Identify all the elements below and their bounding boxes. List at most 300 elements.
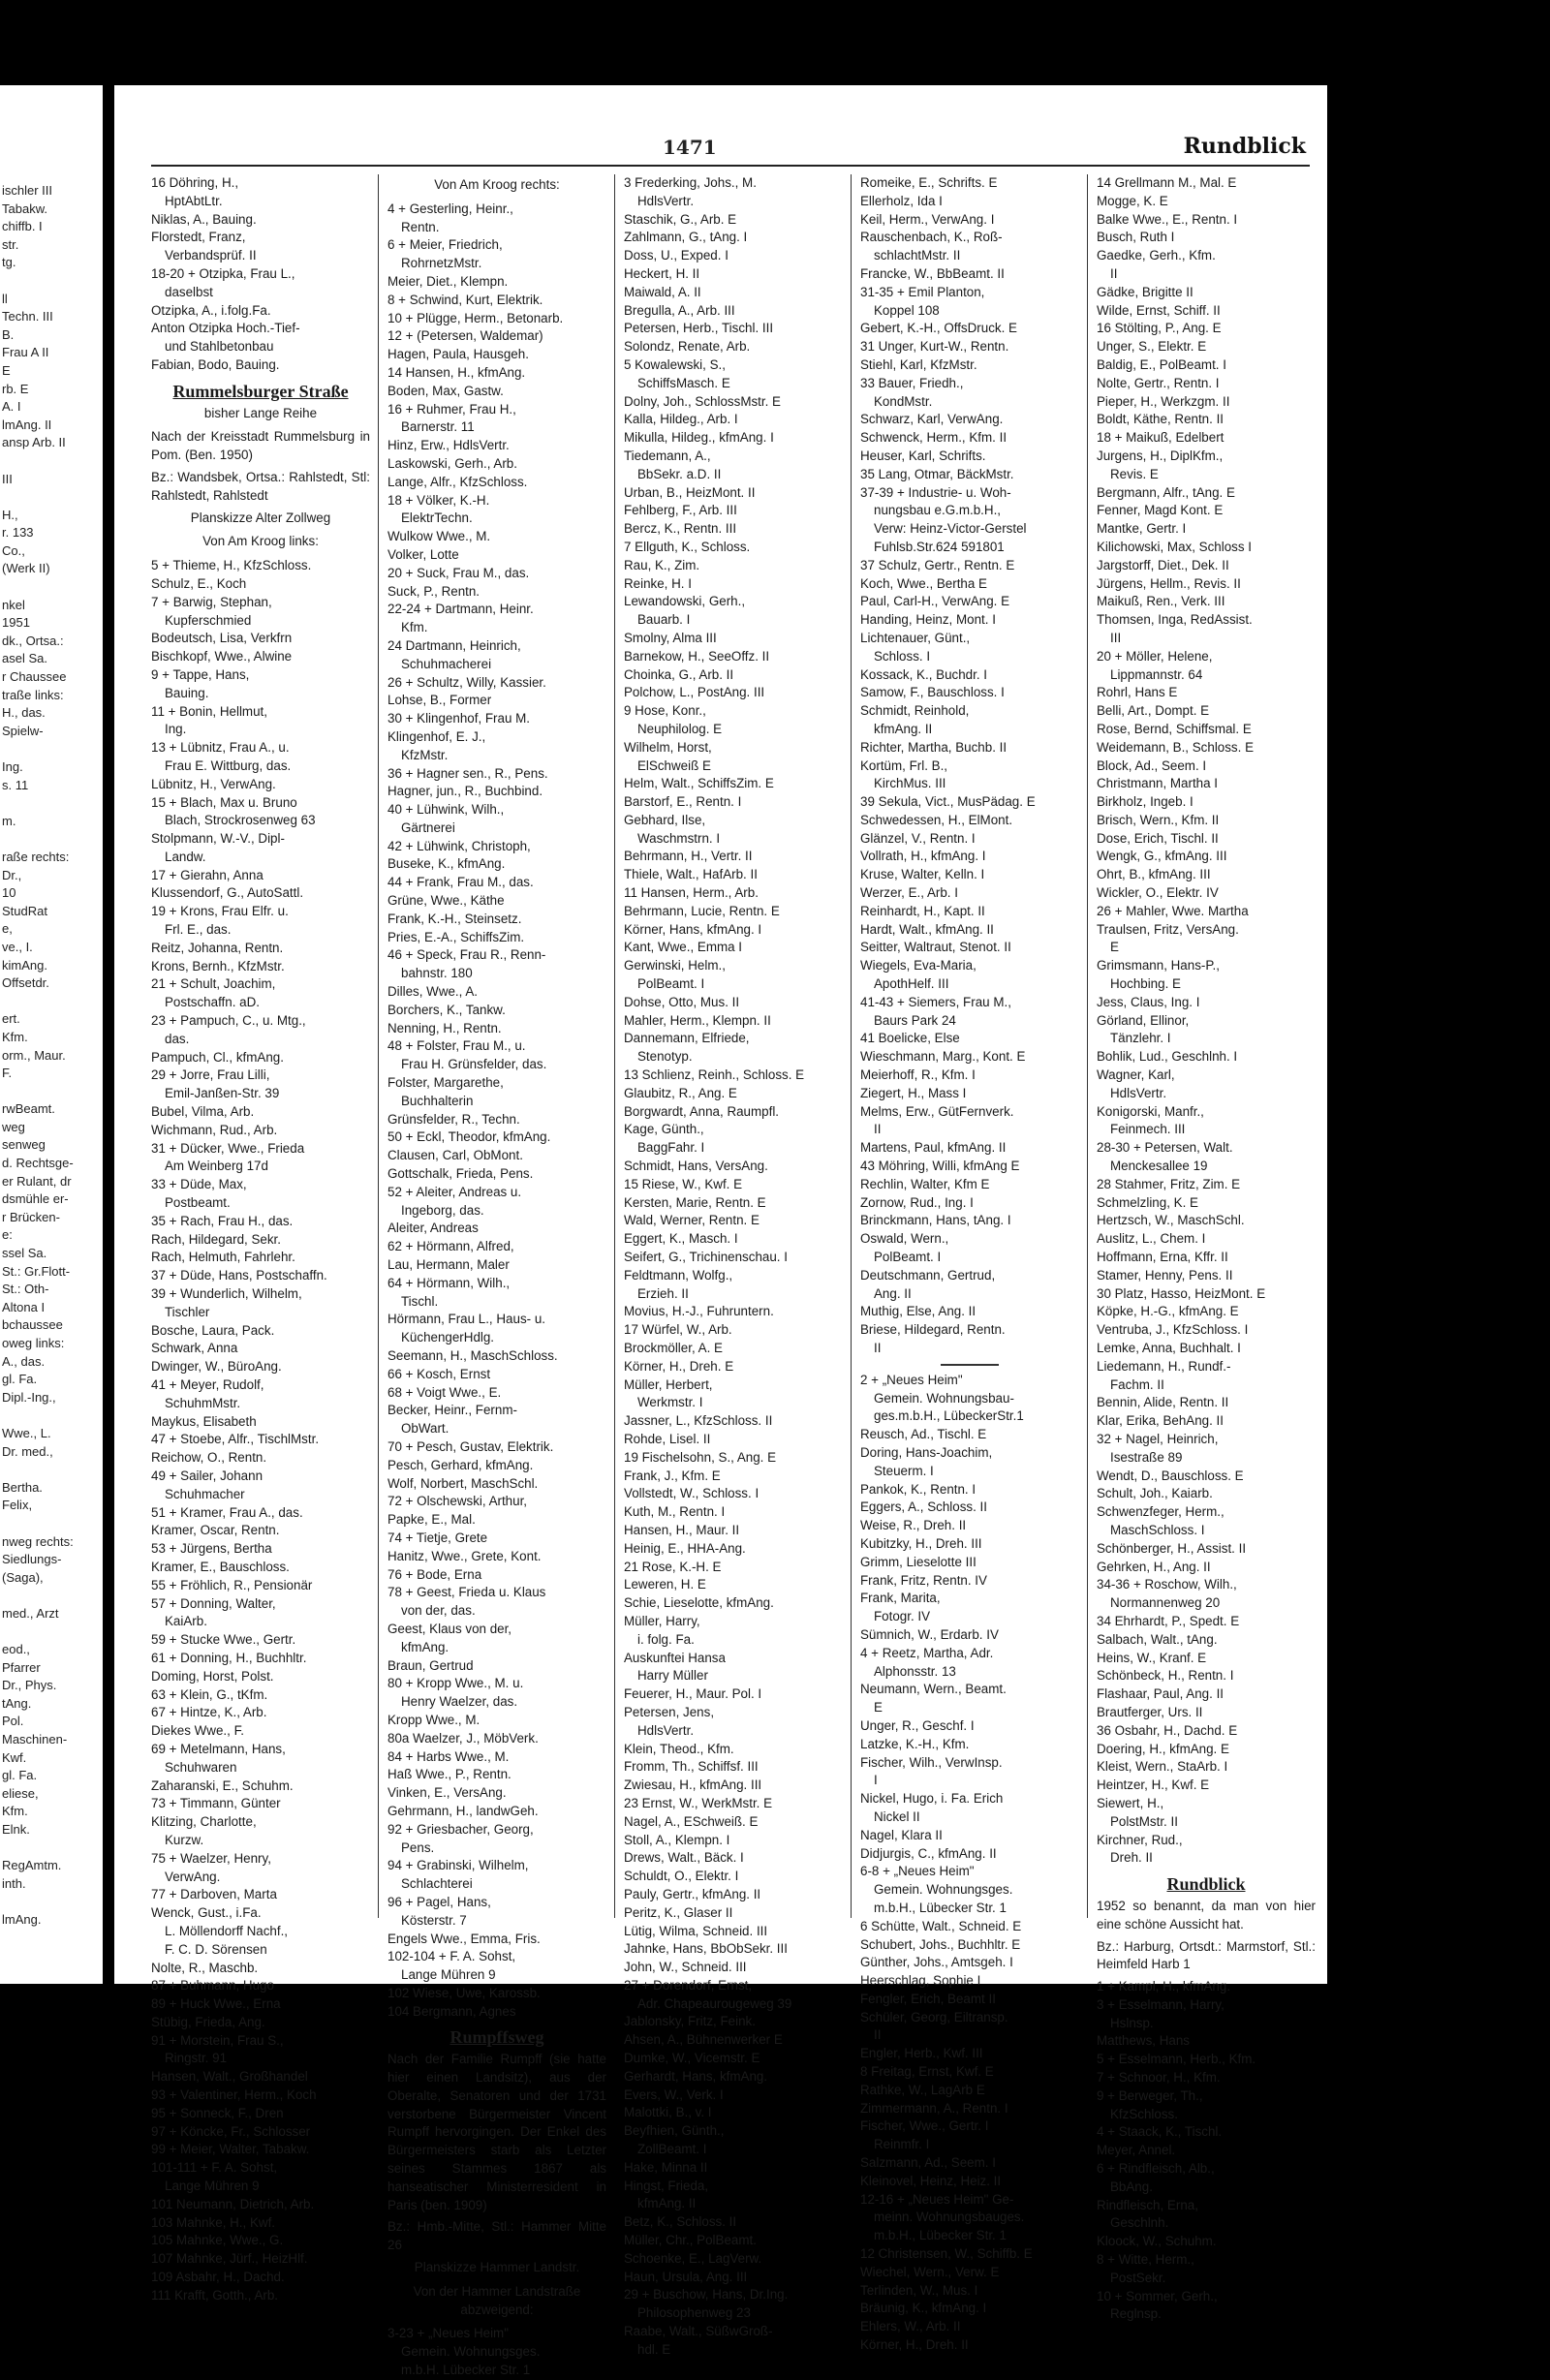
previous-page-line: B. bbox=[2, 326, 15, 342]
previous-page-line: Siedlungs- bbox=[2, 1552, 62, 1567]
directory-entry: 63 + Klein, G., tKfm. bbox=[151, 1686, 268, 1702]
directory-entry: 12-16 + „Neues Heim" Ge- bbox=[860, 2191, 1014, 2207]
directory-entry: 68 + Voigt Wwe., E. bbox=[388, 1384, 502, 1400]
directory-entry: Schmidt, Reinhold, bbox=[860, 703, 970, 719]
directory-entry: nungsbau e.G.m.b.H., bbox=[874, 503, 1002, 518]
directory-entry: Petersen, Jens, bbox=[624, 1704, 715, 1719]
directory-entry: Buchhalterin bbox=[401, 1093, 474, 1108]
header-rule bbox=[151, 165, 1310, 167]
directory-entry: Rentn. bbox=[401, 219, 440, 234]
directory-entry: Melms, Erw., GütFernverk. bbox=[860, 1103, 1014, 1119]
directory-entry: Kramer, Oscar, Rentn. bbox=[151, 1523, 280, 1538]
directory-entry: Lange Mühren 9 bbox=[401, 1967, 496, 1983]
directory-entry: Pieper, H., Werkzgm. II bbox=[1097, 393, 1230, 409]
previous-page-line: ll bbox=[2, 291, 8, 306]
directory-entry: Schoenke, E., LagVerw. bbox=[624, 2250, 762, 2266]
previous-page-line: m. bbox=[2, 813, 16, 828]
directory-entry: 101-111 + F. A. Sohst, bbox=[151, 2160, 278, 2176]
previous-page-line: tg. bbox=[2, 255, 16, 270]
directory-entry: Revis. E bbox=[1110, 466, 1159, 481]
directory-entry: 102-104 + F. A. Sohst, bbox=[388, 1949, 516, 1964]
directory-entry: Lewandowski, Gerh., bbox=[624, 594, 746, 609]
directory-entry: Buseke, K., kfmAng. bbox=[388, 856, 506, 872]
street-note: Von Am Kroog links: bbox=[202, 534, 319, 549]
directory-entry: Traulsen, Fritz, VersAng. bbox=[1097, 921, 1239, 937]
directory-entry: 6-8 + „Neues Heim" bbox=[860, 1864, 975, 1879]
directory-entry: Schönbeck, H., Rentn. I bbox=[1097, 1668, 1234, 1684]
directory-entry: Schwenck, Herm., Kfm. II bbox=[860, 430, 1008, 446]
directory-entry: Schmelzling, K. E bbox=[1097, 1194, 1198, 1210]
directory-entry: 80a Waelzer, J., MöbVerk. bbox=[388, 1730, 539, 1746]
directory-entry: Adr. Chapeaurougeweg 39 bbox=[637, 1995, 792, 2011]
directory-entry: 59 + Stucke Wwe., Gertr. bbox=[151, 1632, 296, 1648]
previous-page-line: F. bbox=[2, 1066, 13, 1081]
directory-entry: Lichtenauer, Günt., bbox=[860, 630, 971, 645]
directory-entry: 107 Mahnke, Jürf., HeizHlf. bbox=[151, 2251, 308, 2267]
directory-entry: Dolny, Joh., SchlossMstr. E bbox=[624, 393, 781, 409]
previous-page-line: ve., I. bbox=[2, 939, 33, 954]
directory-entry: II bbox=[874, 1341, 882, 1355]
directory-entry: Kurzw. bbox=[165, 1832, 204, 1847]
directory-entry: kfmAng. bbox=[401, 1639, 450, 1654]
directory-entry: Gerhardt, Hans, kfmAng. bbox=[624, 2068, 768, 2084]
street-description: Nach der Familie Rumpff (sie hatte hier einen Landsitz), aus der Oberalte, Senatoren und der 1731 verstorbene Bürgermeister Vincent Rumpff hervorgingen. Der Enkel des Bürgermeisters starb als Letzter seines Stammes 1867 als hanseatischer Ministerresident in Paris (ben. 1909) bbox=[388, 2052, 606, 2212]
directory-entry: Rose, Bernd, Schiffsmal. E bbox=[1097, 721, 1252, 736]
directory-entry: Emil-Janßen-Str. 39 bbox=[165, 1086, 280, 1101]
directory-entry: Laskowski, Gerh., Arb. bbox=[388, 455, 517, 471]
directory-entry: Schmidt, Hans, VersAng. bbox=[624, 1159, 768, 1174]
directory-entry: Frank, Fritz, Rentn. IV bbox=[860, 1572, 987, 1588]
directory-entry: Klar, Erika, BehAng. II bbox=[1097, 1413, 1224, 1429]
directory-entry: Bräunig, K., kfmAng. I bbox=[860, 2301, 987, 2316]
directory-entry: PostSekr. bbox=[1110, 2270, 1166, 2285]
directory-entry: Hagner, jun., R., Buchbind. bbox=[388, 784, 543, 799]
directory-entry: HdlsVertr. bbox=[1110, 1085, 1167, 1100]
directory-entry: 23 + Pampuch, C., u. Mtg., bbox=[151, 1013, 306, 1029]
directory-entry: Hochbing. E bbox=[1110, 976, 1181, 992]
directory-entry: Keil, Herm., VerwAng. I bbox=[860, 211, 995, 227]
directory-entry: 53 + Jürgens, Bertha bbox=[151, 1541, 272, 1557]
directory-entry: Heinig, E., HHA-Ang. bbox=[624, 1540, 746, 1556]
previous-page-line: Frau A II bbox=[2, 345, 49, 360]
previous-page-line: RegAmtm. bbox=[2, 1858, 62, 1873]
directory-entry: Solondz, Renate, Arb. bbox=[624, 339, 751, 355]
directory-entry: Mahler, Herm., Klempn. II bbox=[624, 1012, 771, 1028]
previous-page-line bbox=[2, 452, 101, 471]
directory-entry: Rohrl, Hans E bbox=[1097, 685, 1178, 700]
street-heading: Rumpffsweg bbox=[450, 2027, 544, 2048]
directory-entry: Reglnsp. bbox=[1110, 2306, 1162, 2322]
directory-entry: Heuser, Karl, Schrifts. bbox=[860, 448, 986, 463]
directory-entry: Rach, Helmuth, Fahrlehr. bbox=[151, 1250, 295, 1265]
previous-page-line: A. I bbox=[2, 399, 21, 415]
directory-entry: 103 Mahnke, H., Kwf. bbox=[151, 2214, 276, 2230]
directory-entry: Thomsen, Inga, RedAssist. bbox=[1097, 612, 1253, 628]
directory-entry: Werkmstr. I bbox=[637, 1395, 703, 1410]
street-description: 1952 so benannt, da man von hier eine schöne Aussicht hat. bbox=[1097, 1898, 1316, 1932]
directory-entry: 5 + Thieme, H., KfzSchloss. bbox=[151, 558, 312, 573]
directory-entry: 16 + Ruhmer, Frau H., bbox=[388, 401, 516, 417]
directory-entry: 12 Christensen, W., Schiffb. E bbox=[860, 2246, 1033, 2262]
directory-entry: 41-43 + Siemers, Frau M., bbox=[860, 994, 1011, 1009]
directory-entry: 3 Frederking, Johs., M. bbox=[624, 175, 757, 190]
directory-entry: Frank, Marita, bbox=[860, 1591, 941, 1606]
directory-entry: 5 Kowalewski, S., bbox=[624, 356, 726, 372]
previous-page-line: oweg links: bbox=[2, 1336, 65, 1350]
directory-entry: Wolf, Norbert, MaschSchl. bbox=[388, 1475, 539, 1491]
directory-entry: Stamer, Henny, Pens. II bbox=[1097, 1267, 1233, 1283]
column-1 bbox=[151, 174, 370, 2305]
directory-entry: Nagel, Klara II bbox=[860, 1827, 943, 1842]
directory-entry: 26 + Mahler, Wwe. Martha bbox=[1097, 903, 1249, 918]
directory-entry: Schubert, Johs., Buchhltr. E bbox=[860, 1936, 1021, 1952]
directory-entry: 95 + Sonneck, F., Dren bbox=[151, 2105, 284, 2120]
directory-entry: Kortüm, Frl. B., bbox=[860, 757, 948, 773]
directory-entry: daselbst bbox=[165, 284, 213, 299]
directory-entry: 72 + Olschewski, Arthur, bbox=[388, 1494, 528, 1509]
previous-page-line: Tabakw. bbox=[2, 201, 47, 216]
directory-entry: Ventruba, J., KfzSchloss. I bbox=[1097, 1322, 1249, 1338]
directory-entry: Rach, Hildegard, Sekr. bbox=[151, 1231, 281, 1247]
directory-entry: E bbox=[1110, 940, 1119, 955]
directory-entry: 5 + Esselmann, Herb., Kfm. bbox=[1097, 2052, 1256, 2067]
directory-entry: 22-24 + Dartmann, Heinr. bbox=[388, 602, 534, 617]
previous-page-line: ssel Sa. bbox=[2, 1246, 47, 1261]
directory-entry: Suck, P., Rentn. bbox=[388, 583, 480, 599]
column-divider bbox=[614, 174, 615, 1918]
directory-entry: Reichow, O., Rentn. bbox=[151, 1450, 267, 1466]
directory-entry: Hslnsp. bbox=[1110, 2015, 1154, 2030]
previous-page-line: er Rulant, dr bbox=[2, 1173, 72, 1189]
directory-entry: Didjurgis, C., kfmAng. II bbox=[860, 1845, 997, 1861]
directory-entry: Schüler, Georg, Eiltransp. bbox=[860, 2009, 1008, 2025]
directory-entry: 29 + Buschow, Hans, Dr.Ing. bbox=[624, 2287, 789, 2303]
directory-entry: 101 Neumann, Dietrich, Arb. bbox=[151, 2196, 315, 2211]
directory-entry: Gemein. Wohnungsbau- bbox=[874, 1390, 1014, 1406]
directory-entry: Smolny, Alma III bbox=[624, 630, 717, 645]
directory-entry: Auskunftei Hansa bbox=[624, 1650, 726, 1665]
previous-page-line: traße links: bbox=[2, 687, 64, 702]
directory-entry: Heckert, H. II bbox=[624, 265, 700, 281]
directory-entry: Konigorski, Manfr., bbox=[1097, 1103, 1204, 1119]
directory-entry: 23 Ernst, W., WerkMstr. E bbox=[624, 1795, 773, 1810]
directory-entry: Thiele, Walt., HafArb. II bbox=[624, 867, 758, 882]
directory-entry: Günther, Johs., Amtsgeh. I bbox=[860, 1955, 1013, 1970]
previous-page-line bbox=[2, 578, 101, 597]
directory-entry: Jassner, L., KfzSchloss. II bbox=[624, 1413, 773, 1429]
directory-entry: Bodeutsch, Lisa, Verkfrn bbox=[151, 631, 293, 646]
directory-entry: 41 + Meyer, Rudolf, bbox=[151, 1377, 264, 1392]
directory-entry: Grüne, Wwe., Käthe bbox=[388, 893, 505, 909]
directory-entry: 21 + Schult, Joachim, bbox=[151, 976, 276, 992]
directory-entry: Muthig, Else, Ang. II bbox=[860, 1304, 976, 1319]
directory-entry: Körner, H., Dreh. E bbox=[624, 1358, 734, 1374]
directory-entry: Ing. bbox=[165, 722, 187, 737]
directory-entry: m.b.H., Lübecker Str. 1 bbox=[874, 1900, 1007, 1915]
directory-entry: Doss, U., Exped. I bbox=[624, 248, 728, 263]
directory-entry: Kilichowski, Max, Schloss I bbox=[1097, 539, 1252, 554]
directory-entry: Körner, H., Dreh. II bbox=[860, 2337, 969, 2353]
directory-entry: Choinka, G., Arb. II bbox=[624, 666, 734, 682]
directory-entry: Kubitzky, H., Dreh. III bbox=[860, 1535, 982, 1551]
previous-page-line: Dipl.-Ing., bbox=[2, 1389, 56, 1405]
directory-entry: Wengk, G., kfmAng. III bbox=[1097, 849, 1227, 864]
previous-page-line: gl. Fa. bbox=[2, 1768, 38, 1783]
directory-entry: Heerschlag, Sophie I bbox=[860, 1973, 981, 1989]
directory-entry: Handing, Heinz, Mont. I bbox=[860, 612, 996, 628]
directory-entry: Postbeamt. bbox=[165, 1195, 231, 1211]
directory-entry: Meyer, Annel. bbox=[1097, 2143, 1176, 2158]
directory-entry: PolBeamt. I bbox=[874, 1250, 942, 1265]
directory-entry: Seifert, G., Trichinenschau. I bbox=[624, 1250, 788, 1265]
directory-entry: Seemann, H., MaschSchloss. bbox=[388, 1348, 558, 1363]
directory-entry: Doming, Horst, Polst. bbox=[151, 1668, 274, 1684]
directory-entry: Flashaar, Paul, Ang. II bbox=[1097, 1686, 1224, 1702]
directory-entry: 48 + Folster, Frau M., u. bbox=[388, 1038, 526, 1054]
directory-entry: 41 Boelicke, Else bbox=[860, 1031, 960, 1046]
directory-entry: meinn. Wohnungsbauges. bbox=[874, 2210, 1025, 2225]
directory-entry: Anton Otzipka Hoch.-Tief- bbox=[151, 321, 300, 336]
directory-entry: 57 + Donning, Walter, bbox=[151, 1595, 276, 1611]
directory-entry: Lübnitz, H., VerwAng. bbox=[151, 776, 276, 791]
directory-entry: Grünsfelder, R., Techn. bbox=[388, 1111, 520, 1127]
directory-entry: Leweren, H. E bbox=[624, 1577, 706, 1592]
directory-entry: Rauschenbach, K., Roß- bbox=[860, 230, 1003, 245]
previous-page-line bbox=[2, 488, 101, 507]
directory-entry: Grimsmann, Hans-P., bbox=[1097, 958, 1221, 974]
directory-entry: Baldig, E., PolBeamt. I bbox=[1097, 356, 1226, 372]
previous-page-line: rb. E bbox=[2, 381, 29, 396]
directory-entry: 30 Platz, Hasso, HeizMont. E bbox=[1097, 1285, 1266, 1301]
directory-entry: Boden, Max, Gastw. bbox=[388, 383, 504, 398]
directory-entry: Görland, Ellinor, bbox=[1097, 1012, 1190, 1028]
directory-entry: Latzke, K.-H., Kfm. bbox=[860, 1736, 970, 1751]
directory-entry: 44 + Frank, Frau M., das. bbox=[388, 875, 534, 890]
directory-entry: Peritz, K., Glaser II bbox=[624, 1904, 733, 1920]
directory-entry: 4 + Gesterling, Heinr., bbox=[388, 201, 513, 216]
directory-entry: Dumke, W., Vicemstr. E bbox=[624, 2051, 760, 2066]
previous-page-line: Kwf. bbox=[2, 1749, 27, 1765]
directory-entry: Schloss. I bbox=[874, 648, 931, 664]
directory-entry: Bauing. bbox=[165, 685, 209, 700]
directory-entry: Salzmann, Ad., Seem. I bbox=[860, 2155, 996, 2171]
directory-entry: ObWart. bbox=[401, 1421, 450, 1437]
directory-entry: Kruse, Walter, Kelln. I bbox=[860, 867, 985, 882]
column-3 bbox=[624, 174, 843, 2360]
previous-page-line: Offsetdr. bbox=[2, 975, 49, 991]
directory-entry: Liedemann, H., Rundf.- bbox=[1097, 1358, 1231, 1374]
directory-entry: Lau, Hermann, Maler bbox=[388, 1257, 510, 1273]
directory-entry: Nolte, R., Maschb. bbox=[151, 1960, 259, 1975]
directory-entry: 78 + Geest, Frieda u. Klaus bbox=[388, 1585, 546, 1600]
previous-page-line: orm., Maur. bbox=[2, 1047, 66, 1063]
directory-entry: 9 + Tappe, Hans, bbox=[151, 666, 250, 682]
directory-entry: Hörmann, Frau L., Haus- u. bbox=[388, 1312, 545, 1327]
previous-page-line: Dr. med., bbox=[2, 1443, 53, 1459]
directory-entry: Schulz, E., Koch bbox=[151, 575, 247, 591]
directory-entry: Oswald, Wern., bbox=[860, 1231, 949, 1247]
previous-page-line: Kfm. bbox=[2, 1029, 28, 1044]
directory-entry: Schwedessen, H., ElMont. bbox=[860, 812, 1013, 827]
directory-entry: 18-20 + Otzipka, Frau L., bbox=[151, 265, 295, 281]
directory-entry: Gottschalk, Frieda, Pens. bbox=[388, 1166, 534, 1182]
directory-entry: Kfm. bbox=[401, 620, 428, 635]
directory-entry: Unger, S., Elektr. E bbox=[1097, 339, 1207, 355]
directory-entry: Brinckmann, Hans, tAng. I bbox=[860, 1213, 1011, 1228]
directory-entry: 18 + Maikuß, Edelbert bbox=[1097, 430, 1224, 446]
directory-entry: Staschik, G., Arb. E bbox=[624, 211, 737, 227]
previous-page-line: St.: Gr.Flott- bbox=[2, 1263, 71, 1279]
directory-entry: Jargstorff, Diet., Dek. II bbox=[1097, 557, 1229, 572]
directory-entry: Wilde, Ernst, Schiff. II bbox=[1097, 302, 1221, 318]
directory-entry: Auslitz, L., Chem. I bbox=[1097, 1231, 1206, 1247]
directory-entry: ges.m.b.H., LübeckerStr.1 bbox=[874, 1408, 1024, 1424]
previous-page-line bbox=[2, 1406, 101, 1425]
previous-page-edge bbox=[0, 85, 103, 1984]
directory-entry: Klein, Theod., Kfm. bbox=[624, 1741, 734, 1756]
directory-entry: Terlinden, W., Mus. I bbox=[860, 2282, 978, 2298]
directory-entry: Feuerer, H., Maur. Pol. I bbox=[624, 1686, 762, 1702]
directory-entry: Kossack, K., Buchdr. I bbox=[860, 666, 987, 682]
directory-entry: Hagen, Paula, Hausgeh. bbox=[388, 347, 529, 362]
directory-entry: Stoll, A., Klempn. I bbox=[624, 1832, 730, 1847]
directory-entry: Klitzing, Charlotte, bbox=[151, 1814, 257, 1830]
street-note: Von Am Kroog rechts: bbox=[434, 177, 560, 192]
directory-entry: Hingst, Frieda, bbox=[624, 2178, 709, 2193]
directory-entry: Malottki, B., v. I bbox=[624, 2105, 712, 2120]
directory-entry: Heins, W., Kranf. E bbox=[1097, 1650, 1207, 1665]
directory-entry: MaschSchloss. I bbox=[1110, 1522, 1205, 1537]
column-divider bbox=[851, 174, 852, 1918]
directory-entry: 17 Würfel, W., Arb. bbox=[624, 1322, 732, 1338]
directory-entry: Wichmann, Rud., Arb. bbox=[151, 1122, 278, 1137]
directory-entry: 24 Dartmann, Heinrich, bbox=[388, 637, 521, 653]
previous-page-line: d. Rechtsge- bbox=[2, 1156, 74, 1171]
directory-entry: Matthews, Hans bbox=[1097, 2033, 1191, 2049]
directory-entry: Harry Müller bbox=[637, 1668, 708, 1684]
directory-entry: Am Weinberg 17d bbox=[165, 1159, 268, 1174]
directory-entry: Gärtnerei bbox=[401, 819, 455, 835]
directory-entry: 91 + Morstein, Frau S., bbox=[151, 2032, 284, 2048]
previous-page-line: ansp Arb. II bbox=[2, 435, 66, 450]
directory-entry: 69 + Metelmann, Hans, bbox=[151, 1741, 286, 1756]
previous-page-line: Spielw- bbox=[2, 723, 44, 738]
directory-entry: Nickel II bbox=[874, 1808, 920, 1824]
street-description: Bz.: Harburg, Ortsdt.: Marmstorf, Stl.: Heimfeld Harb 1 bbox=[1097, 1938, 1316, 1972]
previous-page-line: A., das. bbox=[2, 1353, 46, 1369]
previous-page-line: lmAng. II bbox=[2, 417, 52, 432]
directory-entry: Blach, Strockrosenweg 63 bbox=[165, 813, 316, 828]
directory-entry: HdlsVertr. bbox=[637, 1722, 695, 1738]
directory-entry: 19 Fischelsohn, S., Ang. E bbox=[624, 1449, 777, 1465]
directory-entry: Dohse, Otto, Mus. II bbox=[624, 994, 740, 1009]
directory-entry: Schönberger, H., Assist. II bbox=[1097, 1540, 1247, 1556]
directory-entry: Barstorf, E., Rentn. I bbox=[624, 794, 742, 810]
directory-entry: Gerwinski, Helm., bbox=[624, 958, 726, 974]
directory-entry: schlachtMstr. II bbox=[874, 248, 961, 263]
directory-entry: Fischer, Wwe., Gertr. I bbox=[860, 2118, 989, 2134]
directory-entry: Sümnich, W., Erdarb. IV bbox=[860, 1626, 999, 1642]
directory-entry: BaggFahr. I bbox=[637, 1140, 705, 1156]
directory-entry: 8 Freitag, Ernst, Kwf. E bbox=[860, 2064, 994, 2080]
directory-entry: Weise, R., Dreh. II bbox=[860, 1518, 967, 1533]
directory-entry: Borchers, K., Tankw. bbox=[388, 1002, 506, 1017]
directory-entry: Krons, Bernh., KfzMstr. bbox=[151, 958, 285, 974]
directory-entry: 9 Hose, Konr., bbox=[624, 703, 706, 719]
directory-entry: Pens. bbox=[401, 1839, 435, 1855]
directory-entry: Kupferschmied bbox=[165, 612, 252, 628]
previous-page-line: e: bbox=[2, 1227, 13, 1243]
directory-entry: Schwarz, Karl, VerwAng. bbox=[860, 412, 1004, 427]
directory-entry: Bischkopf, Wwe., Alwine bbox=[151, 649, 293, 665]
directory-entry: 34-36 + Roschow, Wilh., bbox=[1097, 1577, 1237, 1592]
directory-entry: Dreh. II bbox=[1110, 1850, 1153, 1866]
directory-entry: Lange Mühren 9 bbox=[165, 2179, 260, 2194]
directory-entry: Reitz, Johanna, Rentn. bbox=[151, 940, 284, 955]
previous-page-line: med., Arzt bbox=[2, 1605, 59, 1621]
directory-entry: 12 + (Petersen, Waldemar) bbox=[388, 328, 543, 344]
directory-entry: Glänzel, V., Rentn. I bbox=[860, 830, 976, 846]
directory-entry: 42 + Lühwink, Christoph, bbox=[388, 838, 531, 853]
directory-entry: Balke Wwe., E., Rentn. I bbox=[1097, 211, 1238, 227]
directory-entry: Urban, B., HeizMont. II bbox=[624, 484, 756, 500]
street-description: Bz.: Wandsbek, Ortsa.: Rahlstedt, Stl: Rahlstedt, Rahlstedt bbox=[151, 469, 370, 503]
directory-entry: 39 + Wunderlich, Wilhelm, bbox=[151, 1286, 302, 1302]
previous-page-line: e, bbox=[2, 921, 13, 937]
previous-page-line: Altona I bbox=[2, 1299, 46, 1314]
directory-entry: Lemke, Anna, Buchhalt. I bbox=[1097, 1341, 1241, 1355]
directory-entry: Frank, J., Kfm. E bbox=[624, 1468, 721, 1483]
directory-entry: Betz, K., Schloss. II bbox=[624, 2214, 737, 2230]
street-note: Planskizze Hammer Landstr. bbox=[414, 2260, 580, 2275]
page-number: 1471 bbox=[663, 136, 717, 159]
directory-entry: Nagel, A., ESchweiß. E bbox=[624, 1813, 759, 1829]
previous-page-line: Maschinen- bbox=[2, 1732, 68, 1747]
previous-page-line bbox=[2, 1515, 101, 1533]
directory-entry: Schlachterei bbox=[401, 1876, 473, 1892]
directory-entry: Neumann, Wern., Beamt. bbox=[860, 1682, 1007, 1697]
directory-entry: Bennin, Alide, Rentn. II bbox=[1097, 1395, 1229, 1410]
street-note: bisher Lange Reihe bbox=[203, 405, 318, 420]
directory-entry: Fuhlsb.Str.624 591801 bbox=[874, 539, 1005, 554]
directory-entry: Papke, E., Mal. bbox=[388, 1512, 476, 1528]
directory-entry: Haun, Ursula, Ang. III bbox=[624, 2269, 748, 2284]
directory-entry: Landw. bbox=[165, 849, 206, 864]
directory-entry: Beyfhien, Günth., bbox=[624, 2123, 725, 2139]
previous-page-line bbox=[2, 1587, 101, 1605]
directory-entry: 70 + Pesch, Gustav, Elektrik. bbox=[388, 1438, 554, 1454]
directory-entry: Hanitz, Wwe., Grete, Kont. bbox=[388, 1548, 542, 1563]
directory-entry: Frau E. Wittburg, das. bbox=[165, 757, 292, 773]
directory-entry: 33 Bauer, Friedh., bbox=[860, 375, 964, 390]
previous-page-line: Wwe., L. bbox=[2, 1425, 51, 1440]
directory-entry: 104 Bergmann, Agnes bbox=[388, 2003, 516, 2019]
directory-entry: Dannemann, Elfriede, bbox=[624, 1031, 750, 1046]
directory-entry: Dose, Erich, Tischl. II bbox=[1097, 830, 1219, 846]
previous-page-line: (Werk II) bbox=[2, 561, 50, 576]
directory-entry: 93 + Valentiner, Herm., Koch bbox=[151, 2087, 317, 2103]
directory-entry: Ohrt, B., kfmAng. III bbox=[1097, 867, 1211, 882]
directory-entry: Kropp Wwe., M. bbox=[388, 1712, 480, 1727]
previous-page-line: bchaussee bbox=[2, 1317, 63, 1333]
directory-entry: 105 Mahnke, Wwe., G. bbox=[151, 2233, 284, 2248]
directory-entry: Kloock, W., Schuhm. bbox=[1097, 2234, 1217, 2249]
previous-page-line: III bbox=[2, 471, 13, 486]
directory-entry: E bbox=[874, 1700, 883, 1715]
directory-entry: 87 + Buhmann, Hugo bbox=[151, 1978, 274, 1994]
previous-page-line: gl. Fa. bbox=[2, 1372, 38, 1387]
directory-entry: Ringstr. 91 bbox=[165, 2051, 228, 2066]
